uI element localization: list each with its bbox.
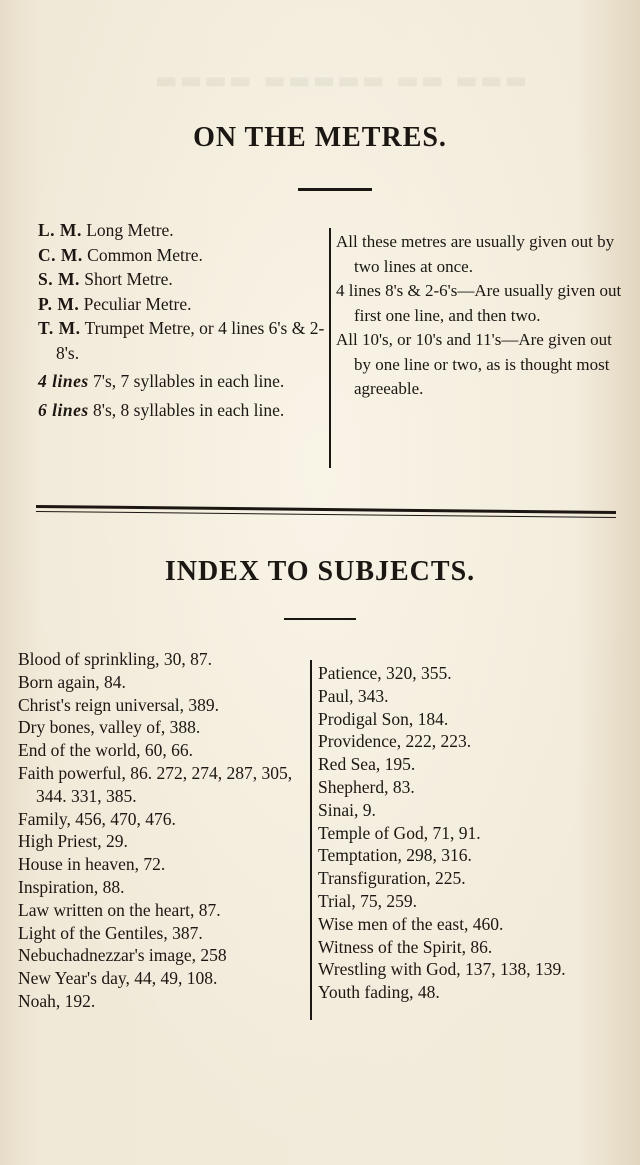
metre-note: All 10's, or 10's and 11's—Are given out by one line or two, as is thought most agreeable.: [336, 330, 612, 398]
index-entry: Wrestling with God, 137, 138, 139.: [318, 959, 566, 980]
metre-abbr: 6 lines: [38, 399, 89, 420]
metre-item: [38, 218, 328, 243]
metres-left-list: [38, 218, 328, 422]
metre-item: [38, 316, 328, 365]
index-entry: Red Sea, 195.: [318, 754, 416, 775]
index-entry: Family, 456, 470, 476.: [18, 808, 176, 829]
metre-text: Common Metre.: [82, 244, 203, 265]
metre-abbr: P. M.: [38, 293, 80, 314]
index-entry: Light of the Gentiles, 387.: [18, 922, 203, 943]
index-entry: Wise men of the east, 460.: [318, 913, 504, 934]
index-entry: Sinai, 9.: [318, 799, 376, 820]
index-entry: End of the world, 60, 66.: [18, 740, 193, 761]
metre-text: Long Metre.: [81, 220, 174, 240]
index-entry: Christ's reign universal, 389.: [18, 694, 219, 715]
index-entry: Providence, 222, 223.: [318, 731, 472, 752]
index-entry: Born again, 84.: [18, 671, 126, 692]
metre-item: [38, 243, 328, 268]
index-right-column: [318, 662, 618, 1004]
index-entry: Law written on the heart, 87.: [18, 899, 221, 920]
index-entry: New Year's day, 44, 49, 108.: [18, 968, 218, 989]
index-entry: Noah, 192.: [18, 990, 96, 1011]
metre-abbr: S. M.: [38, 269, 80, 289]
metre-text: Trumpet Metre, or 4 lines 6's & 2-8's.: [56, 318, 325, 363]
metre-abbr: L. M.: [38, 220, 82, 240]
index-heading-rule: [284, 618, 356, 620]
index-entry: Nebuchadnezzar's image, 258: [18, 945, 227, 966]
index-entry: Prodigal Son, 184.: [318, 708, 449, 729]
index-entry: House in heaven, 72.: [18, 854, 166, 875]
metre-abbr: 4 lines: [38, 371, 89, 391]
index-entry: Transfiguration, 225.: [318, 868, 466, 889]
index-entry: Patience, 320, 355.: [318, 663, 452, 683]
metre-item: [38, 267, 328, 292]
metre-text: Short Metre.: [79, 269, 173, 289]
index-entry: Temple of God, 71, 91.: [318, 822, 481, 843]
index-entry: Blood of sprinkling, 30, 87.: [18, 649, 212, 669]
index-left-column: [18, 648, 308, 1013]
section-double-rule: [36, 505, 616, 518]
metres-right-list: [336, 230, 632, 402]
metre-text: 8's, 8 syllables in each line.: [88, 399, 285, 420]
metre-item: [38, 398, 328, 423]
metres-heading: ON THE METRES.: [193, 122, 447, 153]
index-entry: Paul, 343.: [318, 685, 389, 706]
index-entry: Faith powerful, 86. 272, 274, 287, 305, 344. 331, 385.: [18, 762, 293, 806]
metre-text: Peculiar Metre.: [79, 293, 192, 314]
index-column-divider: [310, 660, 312, 1020]
metre-note: All these metres are usually given out by two lines at once.: [336, 232, 615, 276]
metres-heading-rule: [298, 188, 372, 191]
index-entry: Youth fading, 48.: [318, 982, 440, 1003]
index-heading: INDEX TO SUBJECTS.: [164, 556, 476, 587]
metre-abbr: C. M.: [38, 244, 83, 265]
index-entry: High Priest, 29.: [18, 831, 128, 852]
metre-note: 4 lines 8's & 2-6's—Are usually given out first one line, and then two.: [336, 281, 622, 325]
index-entry: Witness of the Spirit, 86.: [318, 936, 493, 957]
metre-abbr: T. M.: [38, 318, 81, 338]
metre-text: 7's, 7 syllables in each line.: [88, 371, 285, 391]
index-entry: Shepherd, 83.: [318, 776, 415, 797]
index-entry: Trial, 75, 259.: [318, 890, 418, 911]
metre-item: [38, 369, 328, 394]
index-entry: Temptation, 298, 316.: [318, 845, 472, 866]
index-entry: Dry bones, valley of, 388.: [18, 717, 201, 738]
bleed-through-text: ▬▬▬ ▬▬ ▬▬▬▬▬ ▬▬▬▬: [152, 66, 528, 94]
metre-item: [38, 292, 328, 317]
index-entry: Inspiration, 88.: [18, 876, 125, 897]
metres-column-divider: [329, 228, 331, 468]
